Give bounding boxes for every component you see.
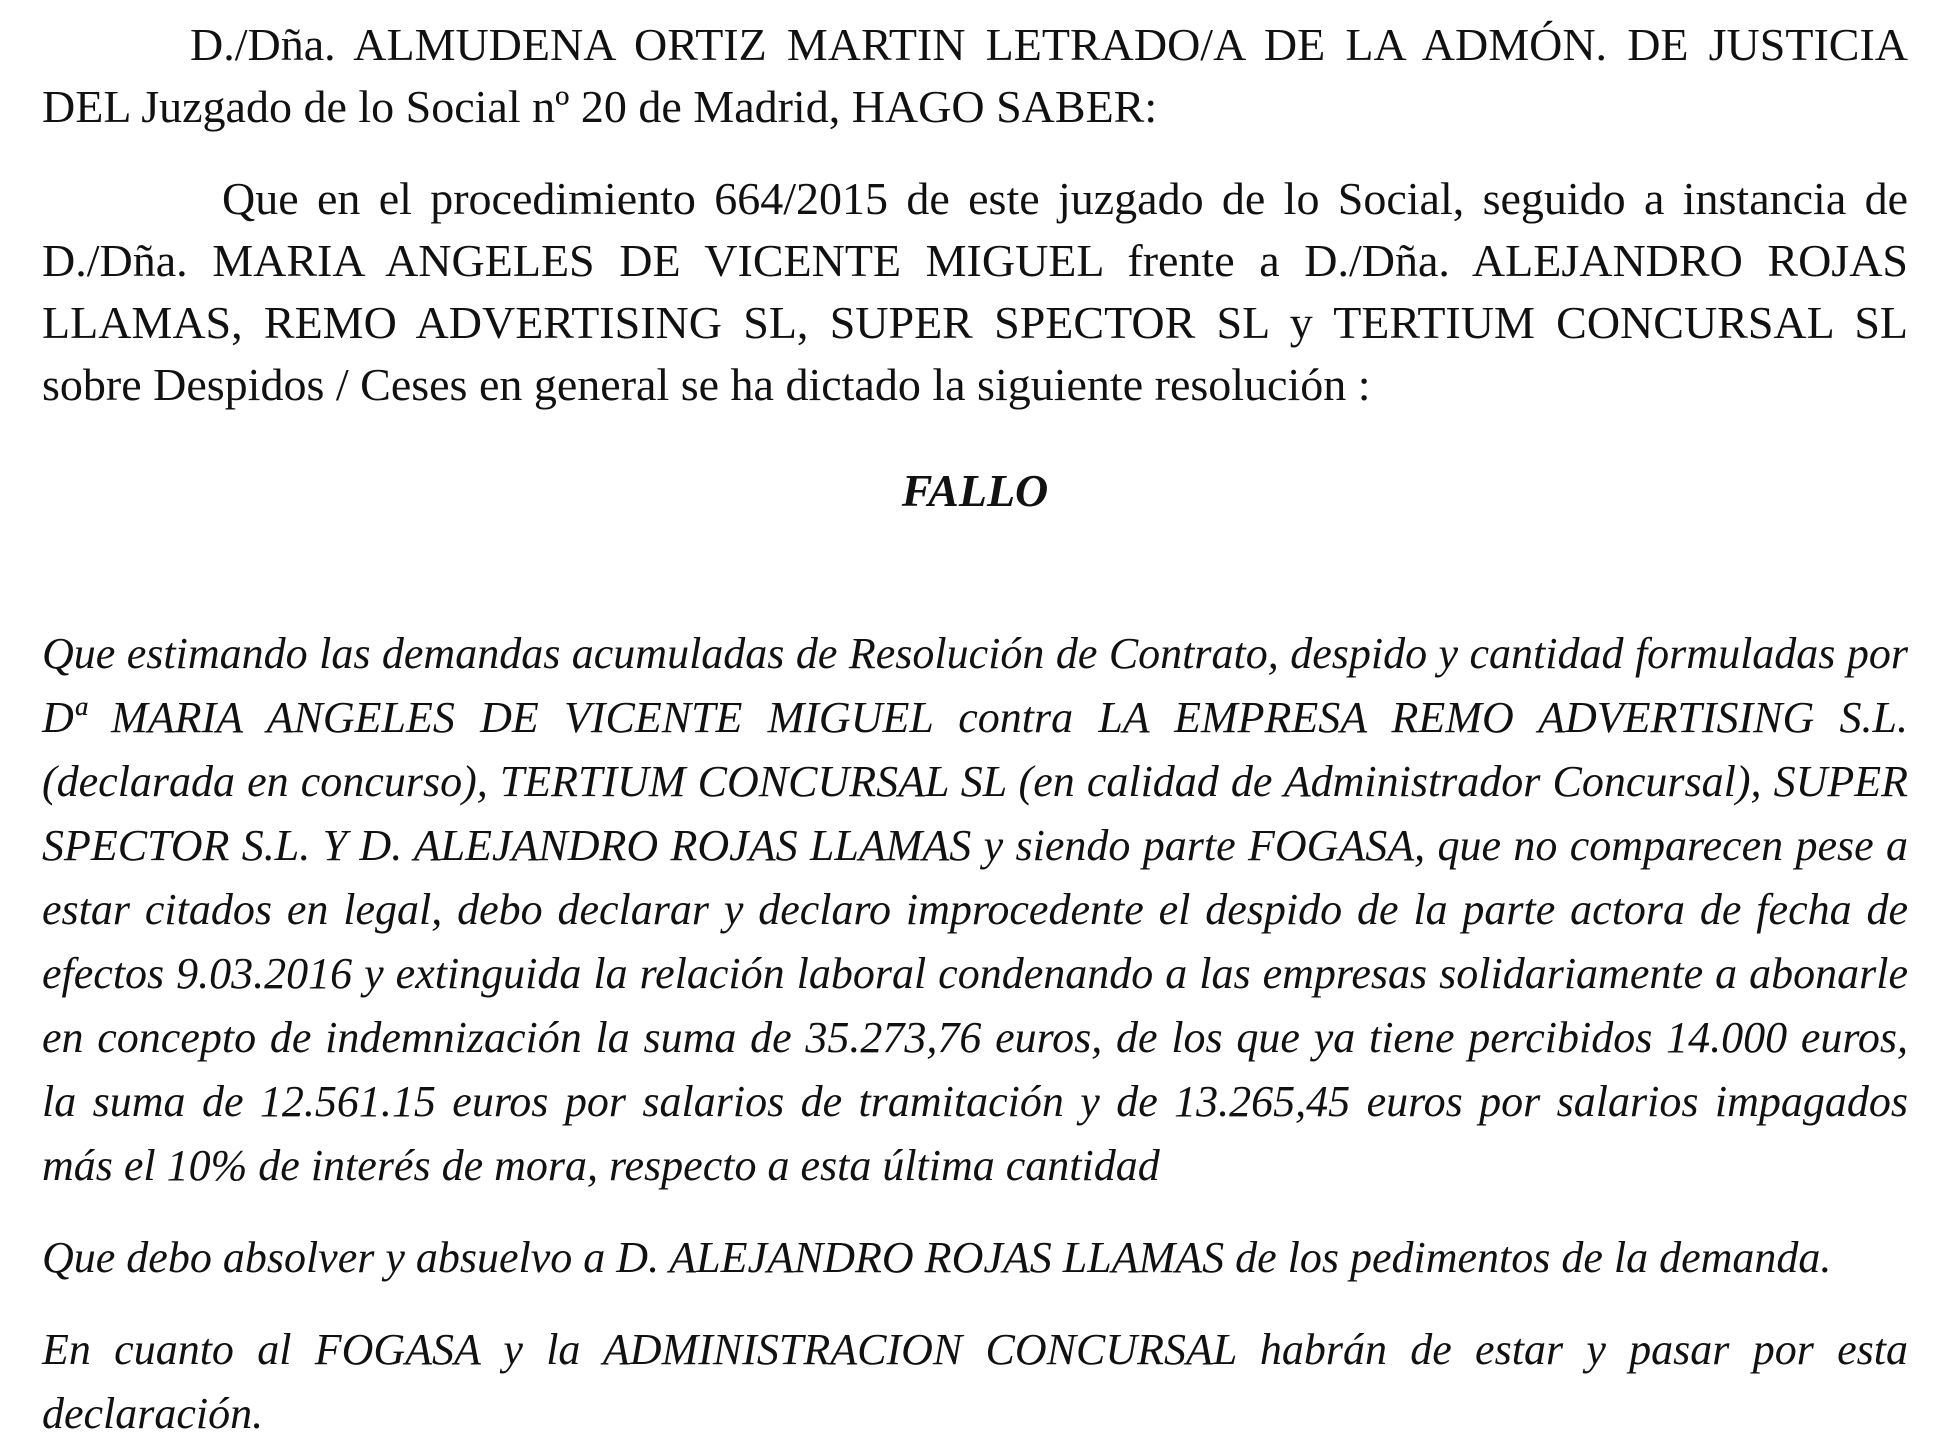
ruling-paragraph-fogasa: En cuanto al FOGASA y la ADMINISTRACION CONCURSAL habrán de estar y pasar por esta declaración.: [42, 1325, 1908, 1438]
ruling-paragraph-main: Que estimando las demandas acumuladas de Resolución de Contrato, despido y cantidad formuladas por Dª MARIA ANGELES DE VICENTE MIGUEL contra LA EMPRESA REMO ADVERTISING S.L. (declarada en concurso), TERTIUM CONCURSAL SL (en calidad de Administrador Concursal), SUPER SPECTOR S.L. Y D. ALEJANDRO ROJAS LLAMAS y siendo parte FOGASA, que no comparecen pese a estar citados en legal, debo declarar y declaro improcedente el despido de la parte actora de fecha de efectos 9.03.2016 y extinguida la relación laboral condenando a las empresas solidariamente a abonarle en concepto de indemnización la suma de 35.273,76 euros, de los que ya tiene percibidos 14.000 euros, la suma de 12.561.15 euros por salarios de tramitación y de 13.265,45 euros por salarios impagados más el 10% de interés de mora, respecto a esta última cantidad: [42, 629, 1908, 1190]
document-page: [42, 14, 1908, 1446]
section-title-fallo: FALLO: [901, 465, 1049, 516]
ruling-paragraph-absolution: Que debo absolver y absuelvo a D. ALEJANDRO ROJAS LLAMAS de los pedimentos de la demanda.: [42, 1233, 1832, 1282]
notice-header: D./Dña. ALMUDENA ORTIZ MARTIN LETRADO/A DE LA ADMÓN. DE JUSTICIA DEL Juzgado de lo Social nº 20 de Madrid, HAGO SABER:: [42, 19, 1908, 132]
procedure-intro: Que en el procedimiento 664/2015 de este juzgado de lo Social, seguido a instancia de D./Dña. MARIA ANGELES DE VICENTE MIGUEL frente a D./Dña. ALEJANDRO ROJAS LLAMAS, REMO ADVERTISING SL, SUPER SPECTOR SL y TERTIUM CONCURSAL SL sobre Despidos / Ceses en general se ha dictado la siguiente resolución :: [42, 173, 1908, 410]
